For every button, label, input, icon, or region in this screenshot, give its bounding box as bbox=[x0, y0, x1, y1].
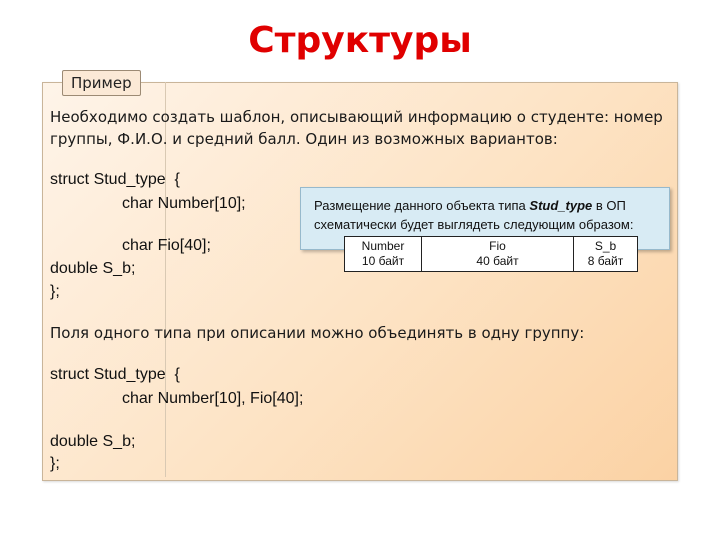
memory-cell-size: 8 байт bbox=[587, 254, 624, 268]
code1-line-5: }; bbox=[50, 283, 60, 300]
memory-cell-fio bbox=[422, 237, 574, 271]
code2-line-3: double S_b; bbox=[50, 433, 136, 450]
code2-line-4: }; bbox=[50, 455, 60, 472]
memory-cell-number bbox=[345, 237, 422, 271]
code1-line-2: char Number[10]; bbox=[122, 195, 246, 212]
intro-line-1: Необходимо создать шаблон, описывающий информацию о студенте: номер bbox=[50, 108, 663, 126]
callout-type-name: Stud_type bbox=[529, 198, 593, 213]
code2-line-2: char Number[10], Fio[40]; bbox=[122, 390, 304, 407]
code1-line-1: struct Stud_type { bbox=[50, 171, 180, 188]
memory-cell-name: S_b bbox=[594, 239, 617, 253]
intro-line-2: группы, Ф.И.О. и средний балл. Один из возможных вариантов: bbox=[50, 130, 558, 148]
memory-cell-sb bbox=[574, 237, 637, 271]
code2-line-1: struct Stud_type { bbox=[50, 366, 180, 383]
memory-cell-size: 40 байт bbox=[476, 254, 519, 268]
panel-tab-label: Пример bbox=[62, 70, 141, 96]
callout-text: Размещение данного объекта типа Stud_type в ОП схематически будет выглядеть следующим образом: bbox=[314, 198, 634, 232]
slide-title: Структуры bbox=[248, 20, 472, 61]
grouping-note: Поля одного типа при описании можно объединять в одну группу: bbox=[50, 324, 585, 342]
memory-layout-row bbox=[344, 236, 638, 272]
memory-cell-name: Number bbox=[361, 239, 405, 253]
code1-line-4: double S_b; bbox=[50, 260, 136, 277]
memory-cell-size: 10 байт bbox=[361, 254, 405, 268]
code1-line-3: char Fio[40]; bbox=[122, 237, 211, 254]
memory-cell-name: Fio bbox=[489, 239, 506, 253]
